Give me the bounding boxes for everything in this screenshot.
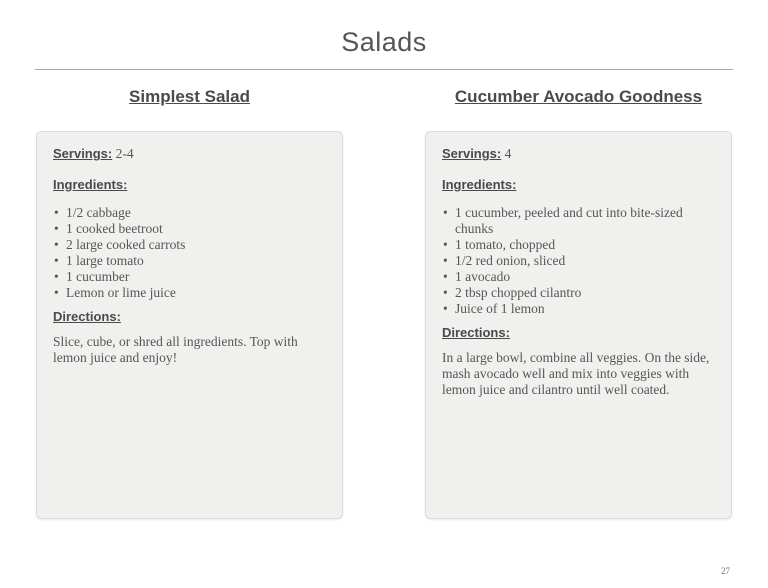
ingredient-item: • 1 cooked beetroot (53, 221, 326, 237)
directions-text: In a large bowl, combine all veggies. On the side, mash avocado well and mix into veggies with lemon juice and cilantro until well coated. (442, 350, 710, 397)
recipe-title: Cucumber Avocado Goodness (454, 87, 703, 106)
ingredients-label: Ingredients: (442, 177, 517, 192)
recipe-title: Simplest Salad (129, 87, 250, 106)
servings-value: 2-4 (115, 146, 134, 161)
ingredient-item: • 1/2 cabbage (53, 205, 326, 221)
directions-label: Directions: (53, 309, 121, 324)
recipe-card (36, 131, 343, 519)
document-page (0, 27, 768, 588)
ingredient-item: • 1 tomato, chopped (442, 237, 715, 253)
ingredient-item: • 2 large cooked carrots (53, 237, 326, 253)
recipe-card (425, 131, 732, 519)
servings-line (53, 146, 326, 162)
ingredient-item: • 1 avocado (442, 269, 715, 285)
ingredient-item: • 1/2 red onion, sliced (442, 253, 715, 269)
ingredient-item: • 1 cucumber, peeled and cut into bite-sized chunks (442, 205, 715, 237)
ingredient-item: • 1 large tomato (53, 253, 326, 269)
title-divider (35, 69, 733, 70)
servings-label: Servings: (53, 146, 113, 161)
recipe-column-cucumber-avocado-goodness (425, 87, 732, 519)
directions-label-line (442, 325, 715, 341)
ingredients-list (53, 205, 326, 301)
ingredient-item: • Lemon or lime juice (53, 285, 326, 301)
ingredients-label-line (53, 177, 326, 193)
ingredient-item: • Juice of 1 lemon (442, 301, 715, 317)
servings-line (442, 146, 715, 162)
ingredient-item: • 1 cucumber (53, 269, 326, 285)
ingredients-label-line (442, 177, 715, 193)
page-number: 27 (721, 566, 730, 576)
recipes-grid (0, 87, 768, 519)
directions-label: Directions: (442, 325, 510, 340)
servings-label: Servings: (442, 146, 502, 161)
servings-value: 4 (504, 146, 512, 161)
directions-text: Slice, cube, or shred all ingredients. Top with lemon juice and enjoy! (53, 334, 298, 365)
page-title: Salads (341, 27, 427, 57)
ingredient-item: • 2 tbsp chopped cilantro (442, 285, 715, 301)
recipe-column-simplest-salad (36, 87, 343, 519)
ingredients-list (442, 205, 715, 317)
ingredients-label: Ingredients: (53, 177, 128, 192)
page-header (0, 27, 768, 70)
directions-label-line (53, 309, 326, 325)
